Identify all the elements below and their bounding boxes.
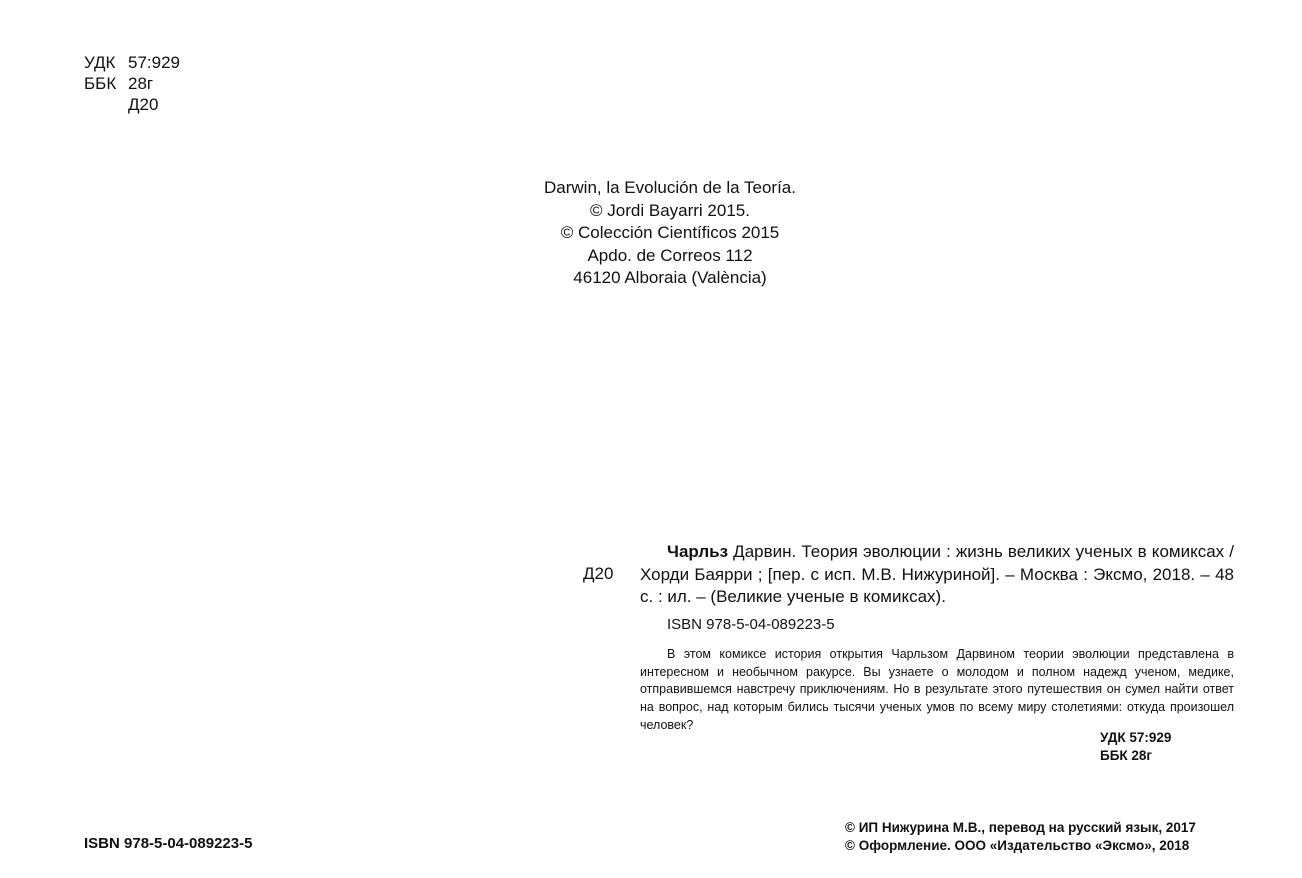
footer-isbn: ISBN 978-5-04-089223-5 [84,835,253,852]
udk-value: 57:929 [128,53,180,72]
bib-author-mark: Д20 [583,564,614,583]
classification-block [84,52,180,115]
postal-address: 46120 Alboraia (València) [573,268,767,287]
postal-box: Apdo. de Correos 112 [587,245,753,265]
author-mark: Д20 [128,95,159,114]
bib-author-first: Чарльз [667,542,729,561]
bbk-label: ББК [84,74,117,93]
bib-isbn: ISBN 978-5-04-089223-5 [667,616,835,633]
annotation-text: В этом комиксе история открытия Чарльзом Дарвином теории эволюции представлена в интересном и необычном ракурсе. Вы узнаете о молодом и полном надежд ученом, медике, отправившемся навстречу приключениям. Но в результате этого путешествия он сумел найти ответ на вопрос, над которым бились тысячи ученых умов по всему миру столетиями: откуда произошел человек? [640,647,1234,732]
copyright-collection: © Colección Científicos 2015 [560,223,780,242]
author-mark-row [84,94,180,115]
bbk-value: 28г [128,74,154,93]
bib-codes [1100,729,1234,765]
bib-bbk: ББК 28г [1100,748,1153,763]
bib-description [640,541,1234,609]
original-credits [470,177,870,290]
bib-text: Дарвин. Теория эволюции : жизнь великих ученых в комиксах / Хорди Баярри ; [пер. с исп. М.В. Нижуриной]. – Москва : Эксмо, 2018. – 48 с. : ил. – (Великие ученые в комиксах). [640,542,1234,606]
design-rights: © Оформление. ООО «Издательство «Эксмо», 2018 [845,838,1190,853]
translation-rights: © ИП Нижурина М.В., перевод на русский язык, 2017 [845,820,1196,835]
annotation [640,646,1234,735]
copyright-author: © Jordi Bayarri 2015. [590,200,750,220]
udk-label: УДК [84,53,116,72]
original-title: Darwin, la Evolución de la Teoría. [544,178,796,197]
udk-row [84,52,180,73]
bib-udk: УДК 57:929 [1100,730,1172,745]
footer-rights [845,819,1245,855]
bbk-row [84,73,180,94]
